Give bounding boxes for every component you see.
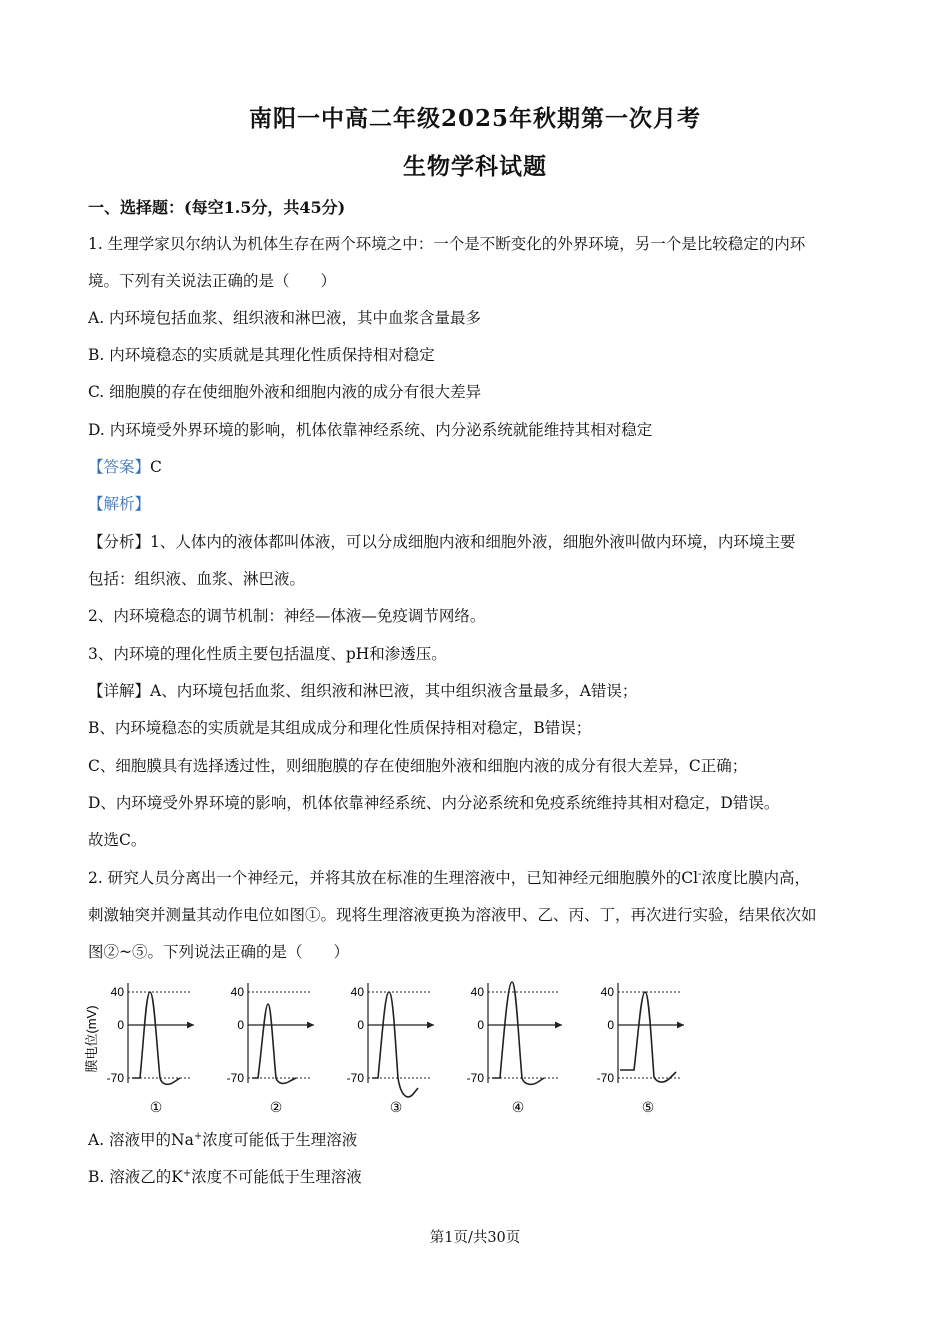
q1-answer-line bbox=[88, 457, 162, 477]
panel-label: ① bbox=[149, 1099, 163, 1115]
panel-1 bbox=[107, 983, 194, 1115]
q2-stem-line3: 图②~⑤。下列说法正确的是（ ） bbox=[88, 943, 349, 961]
tick-neg70: -70 bbox=[226, 1071, 244, 1085]
answer-value: C bbox=[150, 458, 162, 476]
q1-option-a: A. 内环境包括血浆、组织液和淋巴液，其中血浆含量最多 bbox=[88, 309, 482, 327]
analysis-line: C、细胞膜具有选择透过性，则细胞膜的存在使细胞外液和细胞内液的成分有很大差异，C正确； bbox=[88, 757, 748, 775]
option-part: 浓度不可能低于生理溶液 bbox=[191, 1168, 362, 1186]
tick-40: 40 bbox=[110, 985, 124, 999]
panel-label: ③ bbox=[389, 1099, 403, 1115]
option-part: 浓度可能低于生理溶液 bbox=[202, 1131, 358, 1149]
q1-stem-line2: 境。下列有关说法正确的是（ ） bbox=[88, 272, 337, 290]
panel-label: ④ bbox=[511, 1099, 525, 1115]
potential-curve bbox=[372, 992, 418, 1097]
option-part: B. 溶液乙的K bbox=[88, 1168, 183, 1186]
potential-curve bbox=[492, 982, 544, 1084]
potential-curve bbox=[252, 1004, 296, 1083]
analysis-line: 2、内环境稳态的调节机制：神经—体液—免疫调节网络。 bbox=[88, 607, 486, 625]
tick-0: 0 bbox=[607, 1018, 614, 1032]
q2-stem-line1 bbox=[88, 868, 810, 888]
analysis-line: 【分析】1、人体内的液体都叫体液，可以分成细胞内液和细胞外液，细胞外液叫做内环境，内环境主要 bbox=[88, 533, 796, 551]
q2-stem-part: 浓度比膜内高， bbox=[701, 869, 810, 887]
analysis-line: 3、内环境的理化性质主要包括温度、pH和渗透压。 bbox=[88, 645, 447, 663]
analysis-tag: 【解析】 bbox=[88, 495, 151, 513]
tick-40: 40 bbox=[470, 985, 484, 999]
panel-4 bbox=[467, 982, 562, 1115]
tick-neg70: -70 bbox=[466, 1071, 484, 1085]
tick-40: 40 bbox=[600, 985, 614, 999]
potential-curve bbox=[620, 992, 676, 1082]
tick-40: 40 bbox=[350, 985, 364, 999]
answer-tag: 【答案】 bbox=[88, 458, 151, 476]
q2-stem-line2: 刺激轴突并测量其动作电位如图①。现将生理溶液更换为溶液甲、乙、丙、丁，再次进行实验，结果依次如 bbox=[88, 906, 817, 924]
analysis-line: D、内环境受外界环境的影响，机体依靠神经系统、内分泌系统和免疫系统维持其相对稳定，D错误。 bbox=[88, 794, 780, 812]
sodium-superscript: + bbox=[193, 1130, 203, 1142]
tick-40: 40 bbox=[230, 985, 244, 999]
tick-neg70: -70 bbox=[596, 1071, 614, 1085]
page-footer: 第1页/共30页 bbox=[429, 1230, 521, 1246]
analysis-line: 【详解】A、内环境包括血浆、组织液和淋巴液，其中组织液含量最多，A错误； bbox=[88, 682, 638, 700]
q1-option-b: B. 内环境稳态的实质就是其理化性质保持相对稳定 bbox=[88, 346, 435, 364]
exam-subtitle: 生物学科试题 bbox=[403, 153, 547, 180]
panel-5 bbox=[597, 983, 684, 1115]
action-potential-figure bbox=[82, 977, 702, 1127]
tick-0: 0 bbox=[117, 1018, 124, 1032]
tick-0: 0 bbox=[477, 1018, 484, 1032]
q1-option-d: D. 内环境受外界环境的影响，机体依靠神经系统、内分泌系统就能维持其相对稳定 bbox=[88, 421, 653, 439]
analysis-line: 故选C。 bbox=[88, 831, 147, 849]
tick-neg70: -70 bbox=[106, 1071, 124, 1085]
panel-label: ⑤ bbox=[641, 1099, 655, 1115]
tick-neg70: -70 bbox=[346, 1071, 364, 1085]
potassium-superscript: + bbox=[182, 1167, 192, 1179]
y-axis-label: 膜电位(mV) bbox=[84, 1005, 99, 1073]
q1-stem-line1: 1. 生理学家贝尔纳认为机体生存在两个环境之中：一个是不断变化的外界环境，另一个是比较稳定的内环 bbox=[88, 235, 806, 253]
potential-curve bbox=[132, 992, 180, 1084]
panel-label: ② bbox=[269, 1099, 283, 1115]
q1-option-c: C. 细胞膜的存在使细胞外液和细胞内液的成分有很大差异 bbox=[88, 383, 482, 401]
panel-3 bbox=[347, 983, 434, 1115]
exam-title: 南阳一中高二年级2025年秋期第一次月考 bbox=[248, 105, 701, 132]
section-heading: 一、选择题：(每空1.5分，共45分) bbox=[88, 198, 346, 217]
q2-option-b bbox=[88, 1167, 362, 1187]
q2-option-a bbox=[88, 1130, 357, 1150]
chloride-superscript: - bbox=[698, 868, 702, 880]
q2-stem-part: 2. 研究人员分离出一个神经元，并将其放在标准的生理溶液中，已知神经元细胞膜外的Cl bbox=[88, 869, 699, 887]
panel-2 bbox=[227, 983, 314, 1115]
analysis-line: 包括：组织液、血浆、淋巴液。 bbox=[88, 570, 306, 588]
analysis-line: B、内环境稳态的实质就是其组成成分和理化性质保持相对稳定，B错误； bbox=[88, 719, 592, 737]
option-part: A. 溶液甲的Na bbox=[88, 1131, 194, 1149]
tick-0: 0 bbox=[237, 1018, 244, 1032]
tick-0: 0 bbox=[357, 1018, 364, 1032]
